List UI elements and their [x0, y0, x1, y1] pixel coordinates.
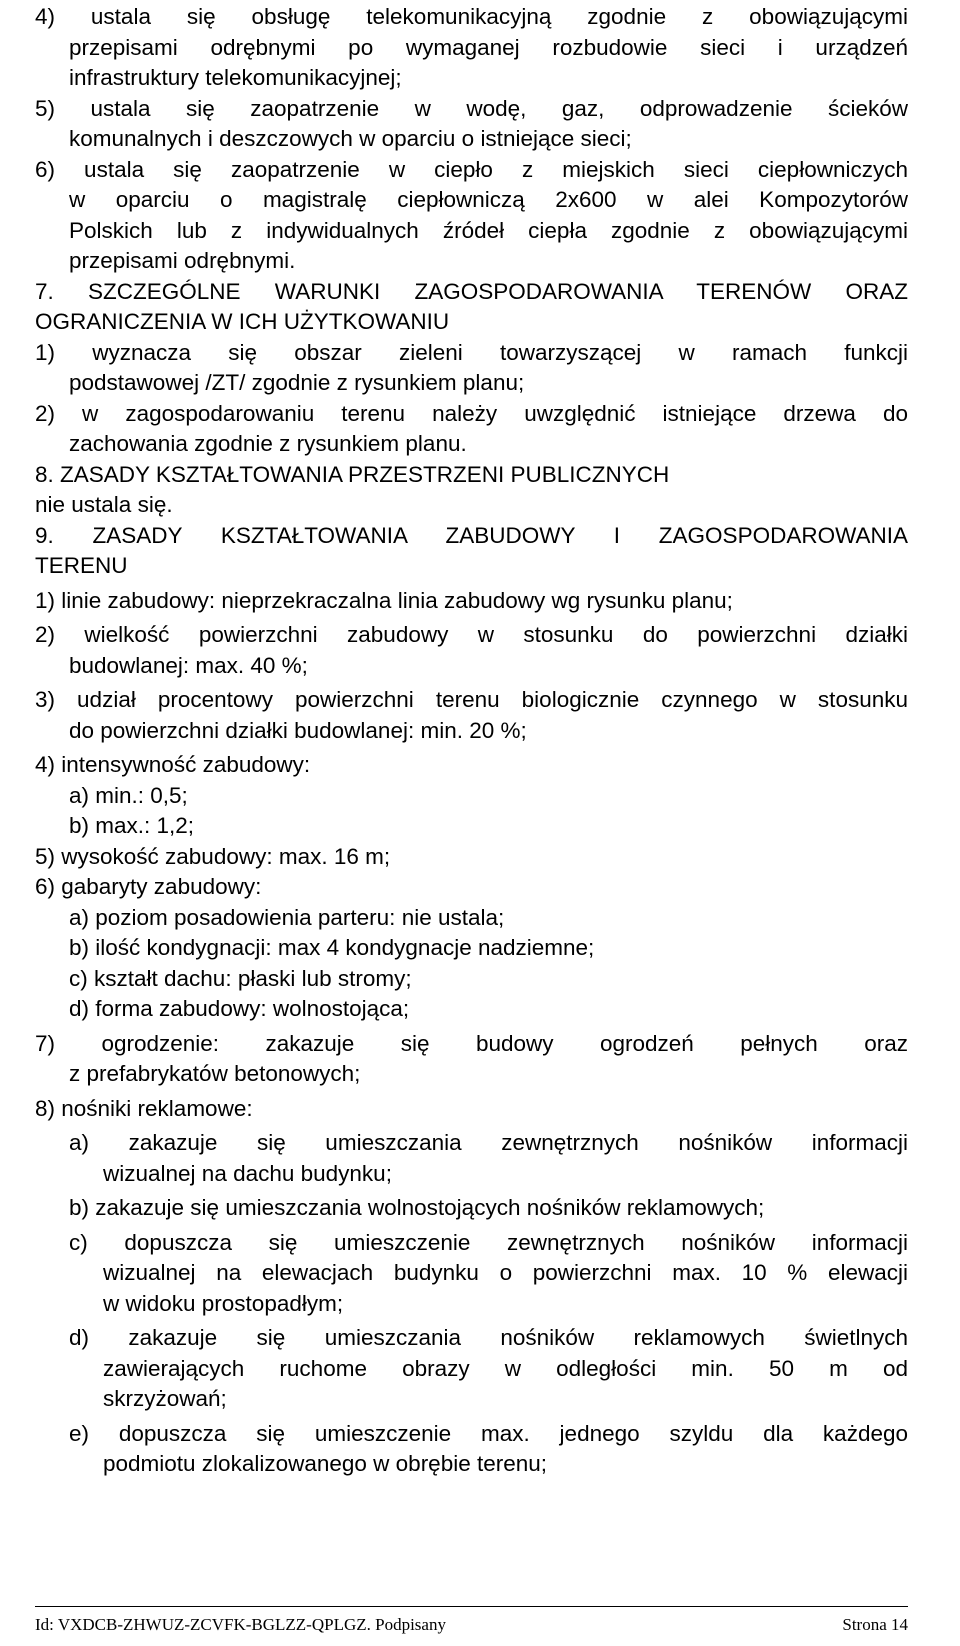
text-line: podmiotu zlokalizowanego w obrębie terenu; — [103, 1451, 548, 1476]
sub-list-item: b) ilość kondygnacji: max 4 kondygnacje nadziemne; — [69, 935, 595, 960]
text-line: wizualnej na dachu budynku; — [103, 1160, 392, 1186]
list-item: 6) gabaryty zabudowy: — [35, 874, 262, 899]
sub-list-item: e) dopuszcza się umieszczenie max. jednego szyldu dla każdego — [69, 1420, 908, 1446]
sub-list-item: b) max.: 1,2; — [69, 813, 195, 838]
text-line: w oparciu o magistralę ciepłowniczą 2x600 w alei Kompozytorów — [69, 187, 908, 212]
list-item: 5) wysokość zabudowy: max. 16 m; — [35, 843, 391, 869]
sub-list-item: c) dopuszcza się umieszczenie zewnętrznych nośników informacji — [69, 1229, 908, 1255]
list-item: 6) ustala się zaopatrzenie w ciepło z miejskich sieci ciepłowniczych — [35, 156, 908, 182]
text-line: skrzyżowań; — [103, 1386, 227, 1411]
sub-list-item: d) forma zabudowy: wolnostojąca; — [69, 996, 410, 1021]
text-line: z prefabrykatów betonowych; — [69, 1061, 361, 1086]
list-item: 5) ustala się zaopatrzenie w wodę, gaz, odprowadzenie ścieków — [35, 95, 908, 121]
footer-divider — [35, 1606, 908, 1607]
section-heading: TERENU — [35, 553, 128, 578]
list-item: 1) wyznacza się obszar zieleni towarzyszącej w ramach funkcji — [35, 339, 908, 365]
text-line: zachowania zgodnie z rysunkiem planu. — [69, 431, 467, 456]
text-line: komunalnych i deszczowych w oparciu o istniejące sieci; — [69, 126, 632, 151]
text-line: w widoku prostopadłym; — [103, 1290, 344, 1316]
section-heading: 8. ZASADY KSZTAŁTOWANIA PRZESTRZENI PUBLICZNYCH — [35, 461, 670, 487]
document-body — [35, 2, 908, 1480]
section-heading: 7. SZCZEGÓLNE WARUNKI ZAGOSPODAROWANIA TERENÓW ORAZ — [35, 278, 908, 304]
list-item: 2) wielkość powierzchni zabudowy w stosunku do powierzchni działki — [35, 622, 908, 647]
text-line: do powierzchni działki budowlanej: min. 20 %; — [69, 717, 527, 743]
section-heading: 9. ZASADY KSZTAŁTOWANIA ZABUDOWY I ZAGOSPODAROWANIA — [35, 522, 908, 548]
list-item: 7) ogrodzenie: zakazuje się budowy ogrodzeń pełnych oraz — [35, 1030, 908, 1056]
sub-list-item: a) zakazuje się umieszczania zewnętrznych nośników informacji — [69, 1130, 908, 1155]
list-item: 8) nośniki reklamowe: — [35, 1095, 253, 1121]
text-line: infrastruktury telekomunikacyjnej; — [69, 65, 402, 90]
sub-list-item: c) kształt dachu: płaski lub stromy; — [69, 965, 412, 991]
text-line: przepisami odrębnymi po wymaganej rozbudowie sieci i urządzeń — [69, 34, 908, 60]
document-id: Id: VXDCB-ZHWUZ-ZCVFK-BGLZZ-QPLGZ. Podpisany — [35, 1615, 446, 1634]
text-line: podstawowej /ZT/ zgodnie z rysunkiem planu; — [69, 370, 525, 395]
text-line: zawierających ruchome obrazy w odległości min. 50 m od — [103, 1355, 908, 1381]
text-line: przepisami odrębnymi. — [69, 248, 296, 273]
section-heading: OGRANICZENIA W ICH UŻYTKOWANIU — [35, 309, 450, 334]
sub-list-item: b) zakazuje się umieszczania wolnostojących nośników reklamowych; — [69, 1195, 765, 1220]
text-line: budowlanej: max. 40 %; — [69, 652, 308, 678]
list-item: 4) ustala się obsługę telekomunikacyjną zgodnie z obowiązującymi — [35, 4, 908, 29]
list-item: 3) udział procentowy powierzchni terenu biologicznie czynnego w stosunku — [35, 687, 908, 712]
sub-list-item: d) zakazuje się umieszczania nośników reklamowych świetlnych — [69, 1325, 908, 1350]
list-item: 1) linie zabudowy: nieprzekraczalna linia zabudowy wg rysunku planu; — [35, 587, 733, 613]
text-line: wizualnej na elewacjach budynku o powierzchni max. 10 % elewacji — [103, 1260, 908, 1285]
sub-list-item: a) min.: 0,5; — [69, 782, 188, 808]
list-item: 2) w zagospodarowaniu terenu należy uwzględnić istniejące drzewa do — [35, 400, 908, 426]
text-line: Polskich lub z indywidualnych źródeł ciepła zgodnie z obowiązującymi — [69, 217, 908, 243]
list-item: 4) intensywność zabudowy: — [35, 752, 311, 777]
page-number: Strona 14 — [842, 1615, 908, 1634]
text-line: nie ustala się. — [35, 492, 173, 517]
sub-list-item: a) poziom posadowienia parteru: nie ustala; — [69, 904, 505, 930]
